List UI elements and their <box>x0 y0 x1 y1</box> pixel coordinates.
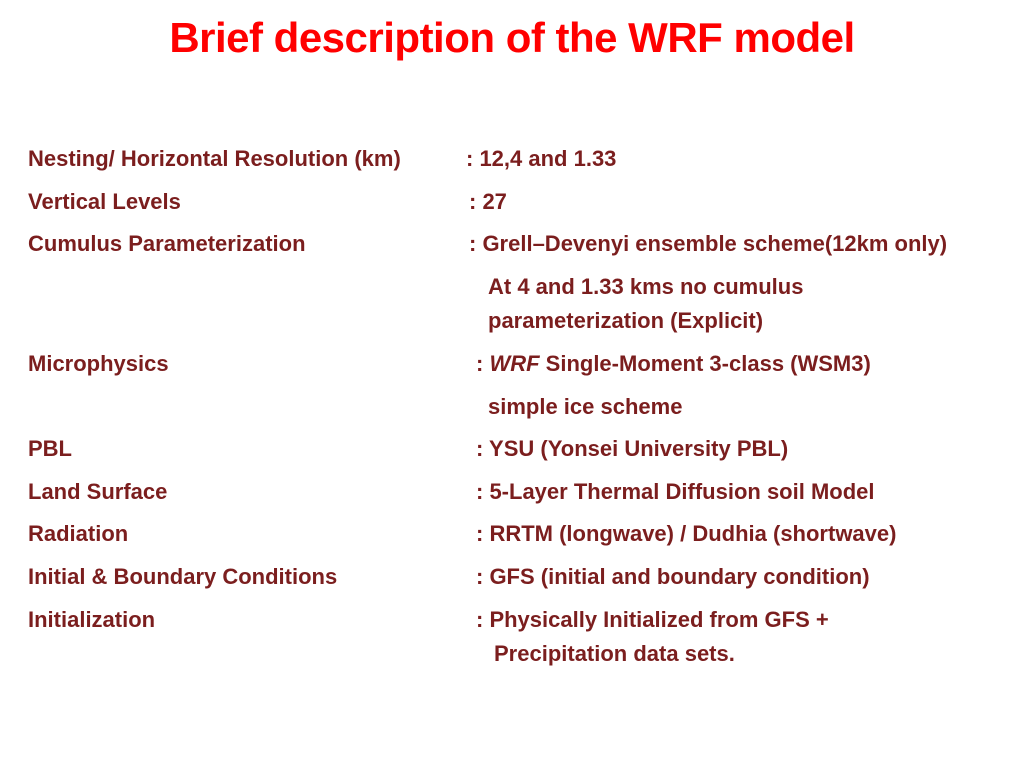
ibc-label: Initial & Boundary Conditions <box>28 564 338 589</box>
land-surface-value: : 5-Layer Thermal Diffusion soil Model <box>476 479 875 504</box>
ibc-value: : GFS (initial and boundary condition) <box>476 564 870 589</box>
nesting-value: : 12,4 and 1.33 <box>466 146 617 171</box>
cumulus-note-line1: At 4 and 1.33 kms no cumulus <box>488 274 804 299</box>
microphysics-label: Microphysics <box>28 351 169 376</box>
microphysics-value-italic: WRF <box>489 351 540 376</box>
slide-title: Brief description of the WRF model <box>169 14 855 61</box>
initialization-label: Initialization <box>28 607 156 632</box>
cumulus-value: : Grell–Devenyi ensemble scheme(12km only) <box>469 231 948 256</box>
radiation-value: : RRTM (longwave) / Dudhia (shortwave) <box>476 521 897 546</box>
land-surface-label: Land Surface <box>28 479 168 504</box>
cumulus-label: Cumulus Parameterization <box>28 231 306 256</box>
initialization-value: : Physically Initialized from GFS + <box>476 607 829 632</box>
nesting-label: Nesting/ Horizontal Resolution (km) <box>28 146 401 171</box>
microphysics-value-prefix: : <box>476 351 490 376</box>
radiation-label: Radiation <box>28 521 129 546</box>
pbl-label: PBL <box>28 436 72 461</box>
initialization-note-line1: Precipitation data sets. <box>494 641 735 666</box>
microphysics-note-line1: simple ice scheme <box>488 394 683 419</box>
vertical-levels-label: Vertical Levels <box>28 189 181 214</box>
pbl-value: : YSU (Yonsei University PBL) <box>476 436 789 461</box>
cumulus-note-line2: parameterization (Explicit) <box>488 308 764 333</box>
vertical-levels-value: : 27 <box>469 189 507 214</box>
microphysics-value-rest: Single-Moment 3-class (WSM3) <box>539 351 871 376</box>
microphysics-value <box>476 349 871 379</box>
